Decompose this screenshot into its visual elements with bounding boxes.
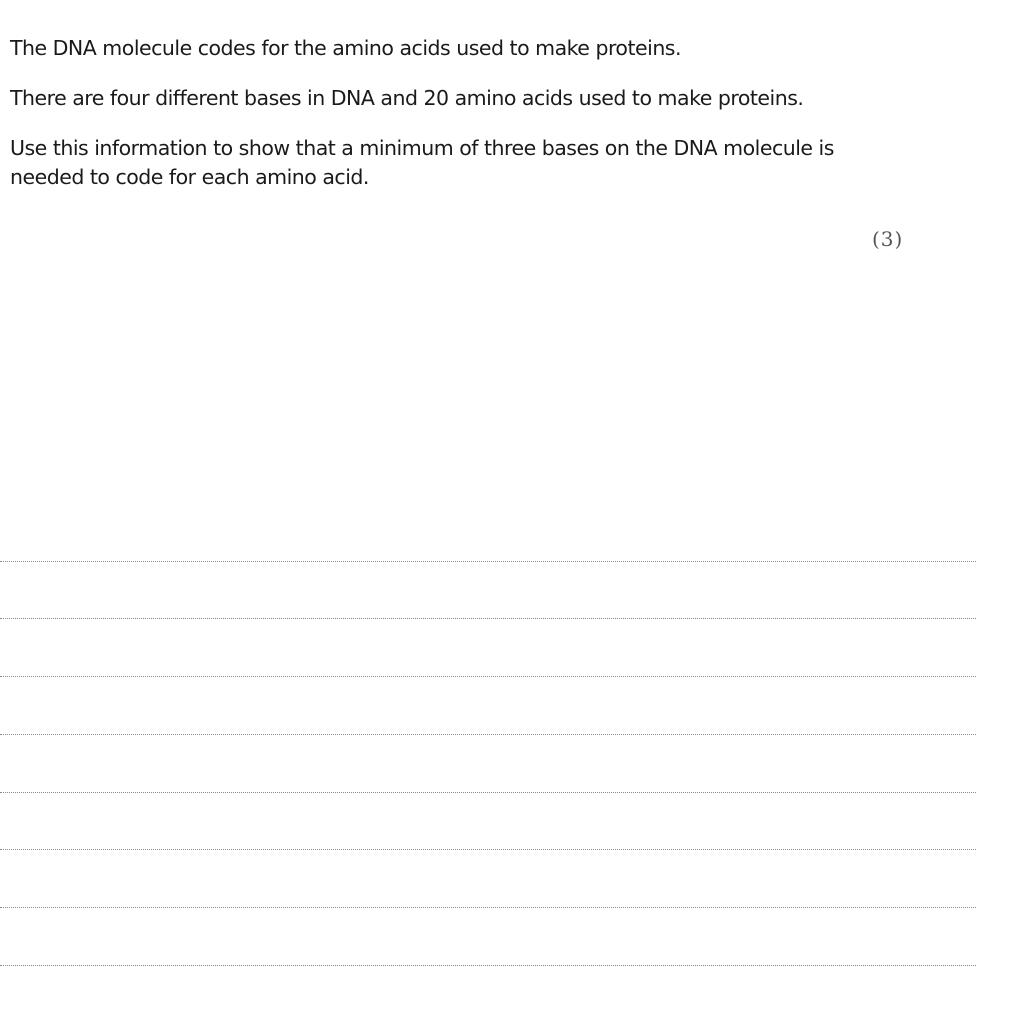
answer-line[interactable] <box>0 792 976 793</box>
question-statement-1: The DNA molecule codes for the amino acids used to make proteins. <box>10 36 682 60</box>
question-statement-2: There are four different bases in DNA and 20 amino acids used to make proteins. <box>10 86 804 110</box>
answer-line[interactable] <box>0 907 976 908</box>
answer-line[interactable] <box>0 734 976 735</box>
answer-line[interactable] <box>0 618 976 619</box>
marks-label: (3) <box>872 227 904 251</box>
question-instruction: Use this information to show that a minimum of three bases on the DNA molecule is needed to code for each amino acid. <box>10 136 834 189</box>
answer-line[interactable] <box>0 676 976 677</box>
answer-line[interactable] <box>0 965 976 966</box>
answer-line[interactable] <box>0 849 976 850</box>
answer-line[interactable] <box>0 561 976 562</box>
